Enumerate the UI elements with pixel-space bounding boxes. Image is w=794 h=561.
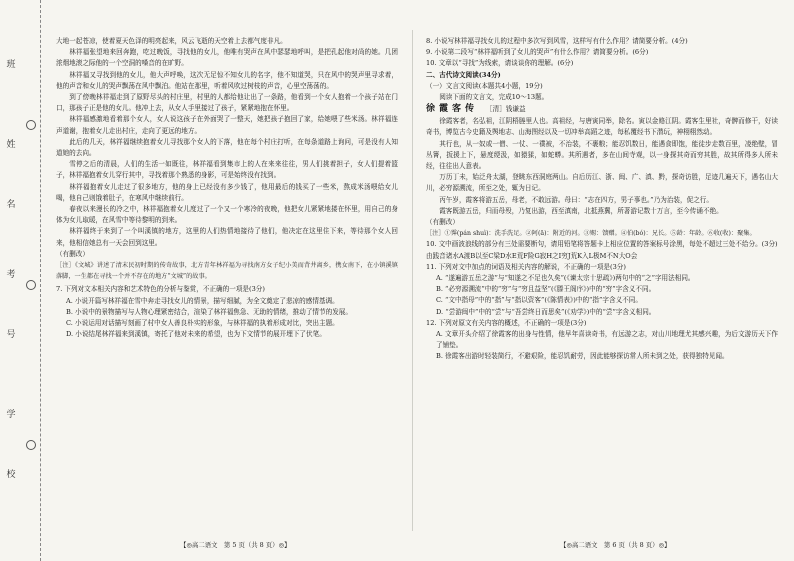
question-11-option-b: B. “必穷源溯流”中的“穷”与“穷且益坚”(《滕王阁序》)中的“穷”字含义不同。: [436, 285, 656, 294]
story-paragraph: 春夜以来漫长的冷之中，林祥福抱着女儿度过了一个又一个寒冷的夜晚，他把女儿紧紧地搂在怀里，用自己的身体为女儿取暖，在风雪中等待黎明的到来。: [56, 205, 398, 225]
binding-label: 考: [6, 270, 16, 280]
question-12-stem: 12. 下列对原文有关内容的概述，不正确的一项是(3分): [426, 318, 587, 327]
binding-label: 学: [6, 410, 16, 420]
section-title: 二、古代诗文阅读(34分): [426, 70, 501, 79]
story-paragraph: 大地一起苍凉，使着夏天色泽的明亮起来，风云飞逝的天空着上去都气度非凡。: [56, 37, 287, 45]
passage-paragraph: 丙午岁，霞客将游五岳，母老，不敢远游。母曰：“志在四方，男子事也。”乃为治装，促之行。: [439, 195, 713, 204]
reading-instruction: 阅读下面的文言文，完成10～13题。: [439, 93, 549, 102]
question-11-option-c: C. “文中指母”中的“指”与“指以资客”(《陈情表》)中的“指”字含义不同。: [436, 296, 642, 305]
page-divider: [412, 30, 413, 531]
question-11-stem: 11. 下列对文中加点的词语及相关内容的解说，不正确的一项是(3分): [426, 262, 626, 271]
question-8: 8. 小说写林祥福寻找女儿的过程中多次写到风雪，这样写有什么作用？请简要分析。(4分): [426, 37, 688, 45]
binding-label: 班: [6, 60, 16, 70]
question-12-option-a: A. 文章开头介绍了徐霞客的出身与性情，他早年喜读奇书，有远游之志，对山川地理尤其感兴趣，为后文游历天下作了铺垫。: [436, 330, 778, 350]
binding-margin: [0, 0, 41, 561]
passage-title: [426, 103, 778, 116]
question-7-option-d: D. 小说结尾林祥福来到溪镇，寄托了他对未来的希望，也为下文情节的展开埋下了伏笔。: [66, 330, 326, 339]
passage-title-text: 徐霞客传: [426, 104, 479, 115]
passage-paragraph: 其行也，从一奴或一僧、一仗、一襆被，不治装，不裹粮；能忍饥数日，能遇食即饱，能徒步走数百里，凌绝壁，冒丛箐，扳援上下，悬度绠汲，如猿猱，如蛇蟒。其所遇者，多在山间寺观，以一身探其奇而穷其胜，故其所得多人所未经，往往出人意表。: [426, 139, 778, 171]
question-11-option-a: A. “遂遍游五岳之游”与“知遂之不足也久矣”(《谏太宗十思疏》)两句中的“之”字用法相同。: [436, 274, 695, 283]
subsection-title: （一）文言文阅读(本题共4小题，19分): [426, 81, 543, 90]
binding-label: 号: [6, 330, 16, 340]
binding-label: 名: [6, 200, 16, 210]
story-note: ［注］《文城》讲述了清末民初时期的传奇故事，北方青年林祥福为寻找南方女子纪小美而背井离乡，携女南下，在小镇溪镇落脚，一生都在寻找一个并不存在的地方“文城”的故事。: [56, 262, 398, 281]
question-7-option-c: C. 小说运用对话描写刻画了村中女人善良朴实的形象，与林祥福的执着形成对比，突出主题。: [66, 319, 339, 328]
story-paragraph: 林祥福抱着女儿走过了很多地方，他的身上已经没有多少钱了，他用最后的钱买了一些米，熬成米汤喂给女儿喝，他自己则饿着肚子，在寒风中继续前行。: [56, 182, 398, 202]
passage-author: ［清］钱谦益: [486, 105, 526, 114]
binding-hole-icon: [26, 120, 36, 130]
question-10-stem: 10. 文中画波浪线的部分有三处需要断句，请用铅笔将答题卡上相应位置的答案标号涂黑，每处不超过三处不给分。(3分): [426, 240, 778, 249]
question-10-sentence: 由践音诸水A渡B以至C梁D水E荒F险G寂H之I穷J荒K入L极M不N大O会: [426, 251, 638, 260]
story-paragraph: 雪停之后的清晨，人们的生活一如既往，林祥福看到集市上的人在来来往往，男人们挑着担子，女人们提着篮子，林祥福抱着女儿穿行其中，寻找着那个熟悉的身影，可是始终没有找到。: [56, 160, 398, 180]
passage-paragraph: 万历丁未，始泛舟太湖，登眺东西洞庭两山。自后历江、浙、闽、广、滇、黔，探奇访胜，足迹几遍天下，遇名山大川，必穷源溯流，所至之处，辄为日记。: [426, 173, 778, 193]
story-paragraph: 到了傍晚林祥福走到了原野尽头的村庄里，村里的人都给他让出了一条路，他看到一个女人抱着一个孩子站在门口，那孩子正是他的女儿。他冲上去，从女人手里接过了孩子，紧紧地抱在怀里。: [56, 93, 398, 113]
page-footer-right: 【◎高二语文 第 6 页（共 8 页）◎】: [560, 541, 671, 549]
question-11-option-d: D. “尝游闽中”中的“尝”与“吾尝终日而思矣”(《劝学》)中的“尝”字含义相同。: [436, 307, 656, 316]
question-9: 9. 小说第二段写“林祥福听到了女儿的哭声”有什么作用？请简要分析。(6分): [426, 48, 649, 57]
passage-credit: （有删改）: [426, 218, 459, 227]
passage-paragraph: 徐霞客者，名弘祖，江阴梧塍里人也。高祖经，与唐寅同举，除名。寅以金赂江阴。霞客生里社，奇髀而修干，好读奇书，博览古今史籍及舆地志、山海图经以及一切冲举高蹈之迹，每私覆经书下潜玩，神栩栩然动。: [426, 117, 778, 137]
story-paragraph: 林祥福又寻找到他的女儿，他大声呼唤，这次无足惊不知女儿的名字，他不知道哭，只在风中的哭声里寻求着，他的声音和女儿的哭声飘荡在风中飘泊。他站在那里，听着风吹过树枝的声音，心里空荡荡的。: [56, 70, 398, 90]
question-7-stem: 7. 下列对文本相关内容和艺术特色的分析与鉴赏，不正确的一项是(3分): [56, 285, 265, 294]
binding-label: 姓: [6, 140, 16, 150]
left-column: [56, 36, 398, 527]
binding-hole-icon: [26, 280, 36, 290]
passage-note: ［注］①霁(pán shuì)：洗手洗足。②阿(ā)：附近的河。③赐：馈赠。④伯(bó)：兄长。⑤龄：年龄。⑥收(收)：聚集。: [426, 230, 756, 238]
story-credit: （有删改）: [56, 249, 89, 258]
question-10-reading: 10. 文章以“寻找”为线索，请谈谈你的理解。(6分): [426, 59, 574, 68]
story-paragraph: 此后的几天，林祥福继续抱着女儿寻找那个女人的下落，他在每个村庄打听，在每条道路上询问，可是没有人知道她的去向。: [56, 137, 398, 158]
binding-label: 校: [6, 470, 16, 480]
right-column: [426, 36, 778, 527]
story-paragraph: 林祥福终于来到了一个叫溪镇的地方，这里的人们热情地接待了他们，他决定在这里住下来，等待那个女人回来，他相信她总有一天会回到这里。: [56, 227, 398, 247]
story-paragraph: 林祥福张望地来回奔跑，吃过晚饭，寻找他的女儿，他唯有哭声在风中瑟瑟地呼叫，是把孔起他对尚的她。几团浓烟地滚之际他的一个空洞的嗓音的在旷野。: [56, 48, 398, 68]
question-7-option-b: B. 小说中的景物描写与人物心理紧密结合，渲染了林祥福焦急、无助的情绪，推动了情节的发展。: [66, 307, 352, 316]
question-12-option-b: B. 徐霞客出游时轻装简行，不避艰险，能忍饥耐劳，因此能够探访常人所未到之处，获得独特见闻。: [436, 352, 729, 361]
binding-hole-icon: [26, 440, 36, 450]
story-paragraph: 林祥福感激地看着那个女人，女人说这孩子在外面哭了一整天，她把孩子抱回了家，给她喂了些米汤。林祥福连声道谢，抱着女儿走出村庄，走向了更远的地方。: [56, 115, 398, 135]
page-footer-left: 【◎高二语文 第 5 页（共 8 页）◎】: [180, 541, 291, 549]
passage-paragraph: 霞客既游五岳，归而母殁，乃复出游，西至滇南，北抵燕冀，所著游记数十万言，至今传诵不绝。: [439, 206, 723, 215]
question-7-option-a: A. 小说开篇写林祥福在雪中奔走寻找女儿的情景，描写细腻，为全文奠定了悲凉的感情基调。: [66, 296, 339, 305]
